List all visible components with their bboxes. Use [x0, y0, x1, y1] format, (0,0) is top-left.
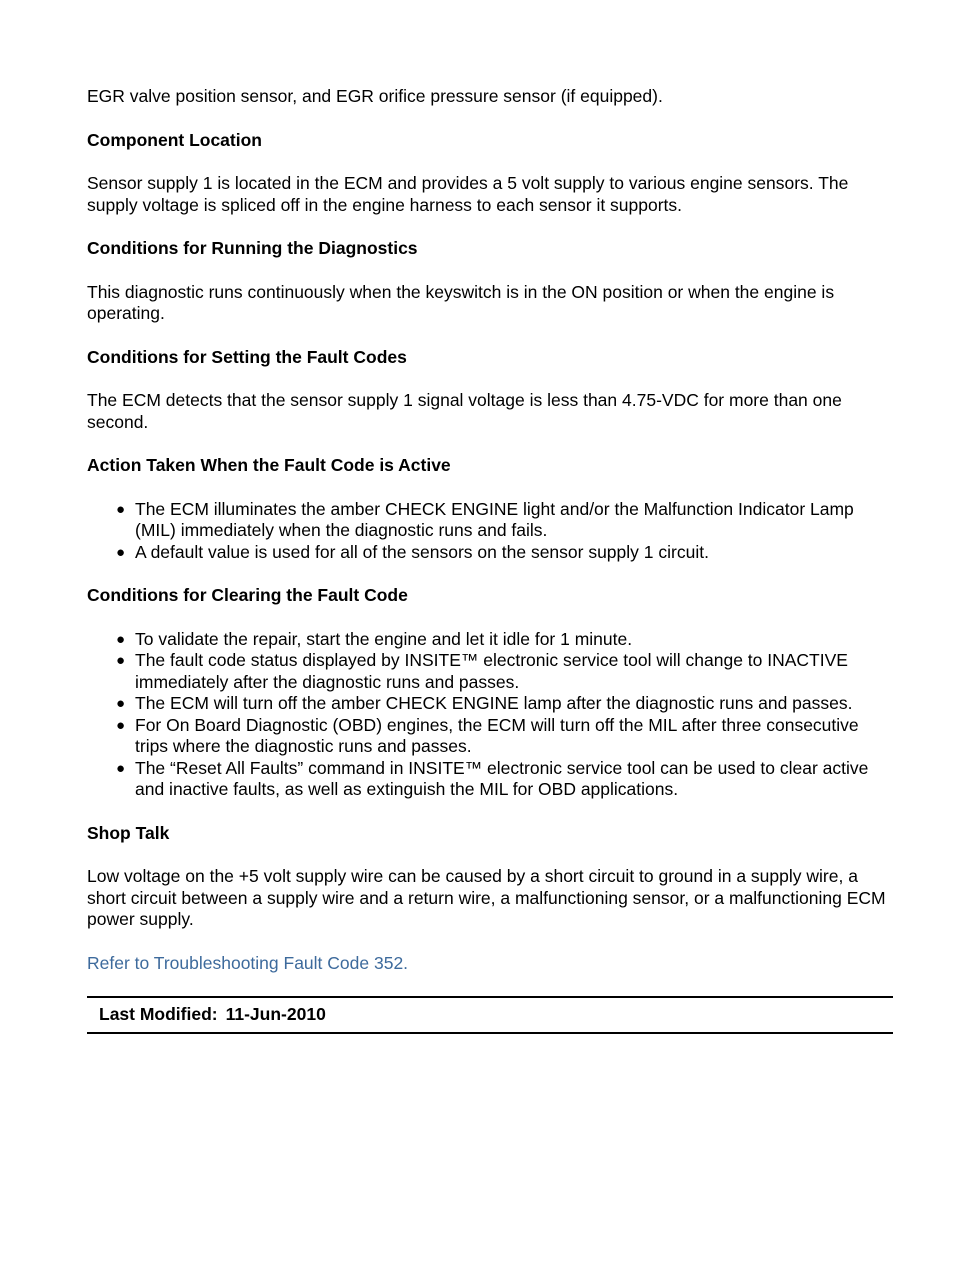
list-item [116, 693, 893, 715]
document-page [87, 86, 893, 1034]
component-location-text: Sensor supply 1 is located in the ECM and provides a 5 volt supply to various engine sensors. The supply voltage is spliced off in the engine harness to each sensor it supports. [87, 173, 849, 215]
list-item [116, 541, 893, 564]
action-taken-list [87, 499, 893, 564]
list-item-text: The fault code status displayed by INSITE™ electronic service tool will change to INACTIVE immediately after the diagnostic runs and passes. [135, 650, 848, 692]
list-item-text: A default value is used for all of the sensors on the sensor supply 1 circuit. [135, 541, 709, 562]
shop-talk-text: Low voltage on the +5 volt supply wire can be caused by a short circuit to ground in a supply wire, a short circuit between a supply wire and a return wire, a malfunctioning sensor, or a malfunctioning ECM power supply. [87, 866, 886, 929]
last-modified-date: 11-Jun-2010 [225, 1004, 326, 1024]
bullet-icon: ● [116, 500, 126, 518]
component-location-heading: Component Location [87, 129, 262, 150]
clearing-conditions-list [87, 629, 893, 801]
bullet-icon: ● [116, 543, 126, 561]
footer-bottom-rule [87, 1032, 893, 1034]
bullet-icon: ● [116, 716, 126, 734]
last-modified-label: Last Modified: [99, 1004, 218, 1024]
list-item [116, 498, 893, 542]
fault-code-352-link[interactable]: Refer to Troubleshooting Fault Code 352. [87, 952, 409, 973]
list-item-text: For On Board Diagnostic (OBD) engines, the ECM will turn off the MIL after three consecutive trips where the diagnostic runs and passes. [135, 714, 859, 756]
setting-conditions-text: The ECM detects that the sensor supply 1 signal voltage is less than 4.75-VDC for more than one second. [87, 390, 842, 432]
setting-conditions-heading: Conditions for Setting the Fault Codes [87, 346, 407, 367]
intro-paragraph: EGR valve position sensor, and EGR orifice pressure sensor (if equipped). [87, 86, 663, 106]
list-item-text: The ECM will turn off the amber CHECK ENGINE lamp after the diagnostic runs and passes. [135, 693, 853, 713]
list-item [116, 628, 893, 651]
running-conditions-text: This diagnostic runs continuously when the keyswitch is in the ON position or when the engine is operating. [87, 281, 835, 323]
list-item-text: The “Reset All Faults” command in INSITE™ electronic service tool can be used to clear active and inactive faults, as well as extinguish the MIL for OBD applications. [135, 757, 869, 799]
running-conditions-heading: Conditions for Running the Diagnostics [87, 238, 418, 258]
action-taken-heading: Action Taken When the Fault Code is Active [87, 455, 451, 475]
list-item [116, 757, 893, 801]
bullet-icon: ● [116, 759, 126, 777]
bullet-icon: ● [116, 630, 126, 648]
last-modified-bar [87, 998, 893, 1032]
clearing-conditions-heading: Conditions for Clearing the Fault Code [87, 585, 408, 605]
shop-talk-heading: Shop Talk [87, 822, 170, 843]
bullet-icon: ● [116, 695, 126, 712]
list-item [116, 650, 893, 693]
bullet-icon: ● [116, 652, 126, 669]
list-item [116, 714, 893, 758]
list-item-text: To validate the repair, start the engine and let it idle for 1 minute. [135, 628, 633, 649]
list-item-text: The ECM illuminates the amber CHECK ENGINE light and/or the Malfunction Indicator Lamp (MIL) immediately when the diagnostic runs and fails. [135, 498, 854, 540]
